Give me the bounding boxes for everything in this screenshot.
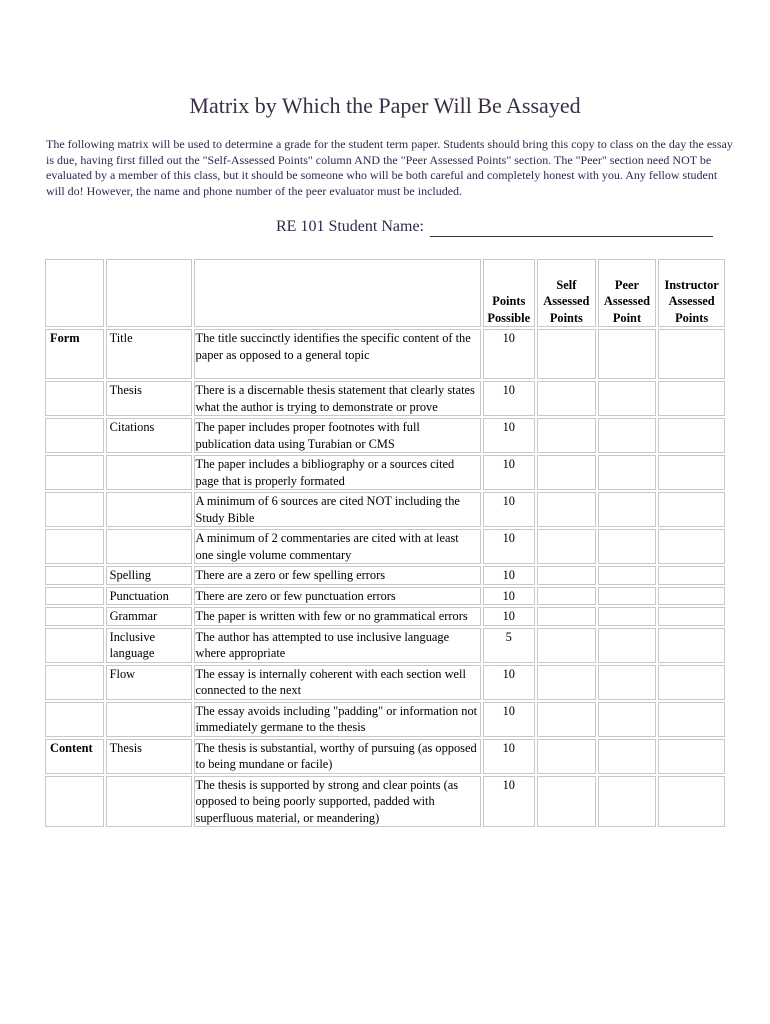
self-assessed-points-cell[interactable] [537,628,596,663]
section-cell: Form [45,329,104,379]
description-cell: The thesis is supported by strong and clear points (as opposed to being poorly supported, padded with superfluous material, or meandering) [194,776,481,828]
self-assessed-points-cell[interactable] [537,492,596,527]
category-cell [106,776,192,828]
header-section-cell [45,259,104,327]
table-row [45,329,725,379]
peer-assessed-points-cell[interactable] [598,587,657,606]
self-assessed-points-cell[interactable] [537,665,596,700]
description-cell: The paper includes proper footnotes with full publication data using Turabian or CMS [194,418,481,453]
instructor-assessed-points-cell[interactable] [658,455,725,490]
category-cell: Title [106,329,192,379]
section-cell [45,566,104,585]
section-cell [45,702,104,737]
description-cell: A minimum of 2 commentaries are cited with at least one single volume commentary [194,529,481,564]
self-assessed-points-cell[interactable] [537,381,596,416]
table-row [45,492,725,527]
section-cell [45,628,104,663]
header-description-cell [194,259,481,327]
points-possible-cell: 10 [483,418,536,453]
category-cell: Citations [106,418,192,453]
table-row [45,529,725,564]
header-self-assessed: Self Assessed Points [537,259,596,327]
section-cell [45,587,104,606]
category-cell [106,492,192,527]
instructor-assessed-points-cell[interactable] [658,607,725,626]
points-possible-cell: 10 [483,329,536,379]
page-title: Matrix by Which the Paper Will Be Assayed [189,93,581,118]
points-possible-cell: 10 [483,702,536,737]
instructor-assessed-points-cell[interactable] [658,776,725,828]
category-cell: Grammar [106,607,192,626]
description-cell: There are a zero or few spelling errors [194,566,481,585]
instructor-assessed-points-cell[interactable] [658,418,725,453]
instructor-assessed-points-cell[interactable] [658,381,725,416]
category-cell: Thesis [106,739,192,774]
section-cell [45,418,104,453]
table-row [45,587,725,606]
table-row [45,739,725,774]
peer-assessed-points-cell[interactable] [598,381,657,416]
category-cell: Inclusive language [106,628,192,663]
section-cell [45,492,104,527]
peer-assessed-points-cell[interactable] [598,418,657,453]
points-possible-cell: 10 [483,607,536,626]
instructor-assessed-points-cell[interactable] [658,739,725,774]
self-assessed-points-cell[interactable] [537,455,596,490]
points-possible-cell: 10 [483,566,536,585]
description-cell: There is a discernable thesis statement that clearly states what the author is trying to demonstrate or prove [194,381,481,416]
category-cell [106,702,192,737]
section-cell [45,665,104,700]
section-cell [45,529,104,564]
table-row [45,702,725,737]
instructor-assessed-points-cell[interactable] [658,702,725,737]
grading-matrix-table [43,257,727,829]
points-possible-cell: 10 [483,381,536,416]
self-assessed-points-cell[interactable] [537,566,596,585]
self-assessed-points-cell[interactable] [537,776,596,828]
peer-assessed-points-cell[interactable] [598,628,657,663]
self-assessed-points-cell[interactable] [537,329,596,379]
points-possible-cell: 10 [483,587,536,606]
description-cell: The essay is internally coherent with each section well connected to the next [194,665,481,700]
table-row [45,455,725,490]
description-cell: The paper includes a bibliography or a sources cited page that is properly formated [194,455,481,490]
section-cell: Content [45,739,104,774]
self-assessed-points-cell[interactable] [537,739,596,774]
section-cell [45,455,104,490]
table-row [45,566,725,585]
instructions-text: The following matrix will be used to determine a grade for the student term paper. Students should bring this copy to class on the day the essay is due, having first filled out the "Self-Assessed Points" column AND the "Peer Assessed Points" section. The "Peer" section need NOT be evaluated by a member of this class, but it should be someone who will be both careful and completely honest with you. Any fellow student will do! However, the name and phone number of the peer evaluator must be included. [46,137,733,198]
self-assessed-points-cell[interactable] [537,529,596,564]
table-row [45,381,725,416]
peer-assessed-points-cell[interactable] [598,492,657,527]
peer-assessed-points-cell[interactable] [598,702,657,737]
self-assessed-points-cell[interactable] [537,418,596,453]
section-cell [45,607,104,626]
peer-assessed-points-cell[interactable] [598,455,657,490]
points-possible-cell: 10 [483,455,536,490]
instructor-assessed-points-cell[interactable] [658,665,725,700]
category-cell [106,529,192,564]
description-cell: The author has attempted to use inclusive language where appropriate [194,628,481,663]
table-row [45,628,725,663]
self-assessed-points-cell[interactable] [537,587,596,606]
description-cell: The title succinctly identifies the specific content of the paper as opposed to a general topic [194,329,481,379]
points-possible-cell: 10 [483,529,536,564]
category-cell: Thesis [106,381,192,416]
student-name-field [276,217,713,237]
category-cell: Spelling [106,566,192,585]
header-category-cell [106,259,192,327]
instructor-assessed-points-cell[interactable] [658,329,725,379]
instructor-assessed-points-cell[interactable] [658,529,725,564]
header-points-possible: Points Possible [483,259,536,327]
header-peer-assessed: Peer Assessed Point [598,259,657,327]
description-cell: The paper is written with few or no grammatical errors [194,607,481,626]
instructor-assessed-points-cell[interactable] [658,492,725,527]
category-cell: Punctuation [106,587,192,606]
instructor-assessed-points-cell[interactable] [658,566,725,585]
table-row [45,418,725,453]
points-possible-cell: 10 [483,492,536,527]
description-cell: There are zero or few punctuation errors [194,587,481,606]
section-cell [45,776,104,828]
instructor-assessed-points-cell[interactable] [658,628,725,663]
peer-assessed-points-cell[interactable] [598,529,657,564]
student-name-label: RE 101 Student Name: [276,218,424,235]
peer-assessed-points-cell[interactable] [598,665,657,700]
description-cell: The thesis is substantial, worthy of pursuing (as opposed to being mundane or facile) [194,739,481,774]
student-name-blank-line [430,220,713,237]
description-cell: The essay avoids including "padding" or information not immediately germane to the thesis [194,702,481,737]
table-row [45,776,725,828]
category-cell [106,455,192,490]
peer-assessed-points-cell[interactable] [598,776,657,828]
points-possible-cell: 5 [483,628,536,663]
description-cell: A minimum of 6 sources are cited NOT including the Study Bible [194,492,481,527]
header-row [45,259,725,327]
peer-assessed-points-cell[interactable] [598,566,657,585]
table-row [45,665,725,700]
points-possible-cell: 10 [483,665,536,700]
table-row [45,607,725,626]
instructions-paragraph [46,137,736,199]
points-possible-cell: 10 [483,776,536,828]
instructor-assessed-points-cell[interactable] [658,587,725,606]
section-cell [45,381,104,416]
peer-assessed-points-cell[interactable] [598,329,657,379]
peer-assessed-points-cell[interactable] [598,607,657,626]
category-cell: Flow [106,665,192,700]
header-instructor-assessed: Instructor Assessed Points [658,259,725,327]
peer-assessed-points-cell[interactable] [598,739,657,774]
points-possible-cell: 10 [483,739,536,774]
self-assessed-points-cell[interactable] [537,607,596,626]
self-assessed-points-cell[interactable] [537,702,596,737]
